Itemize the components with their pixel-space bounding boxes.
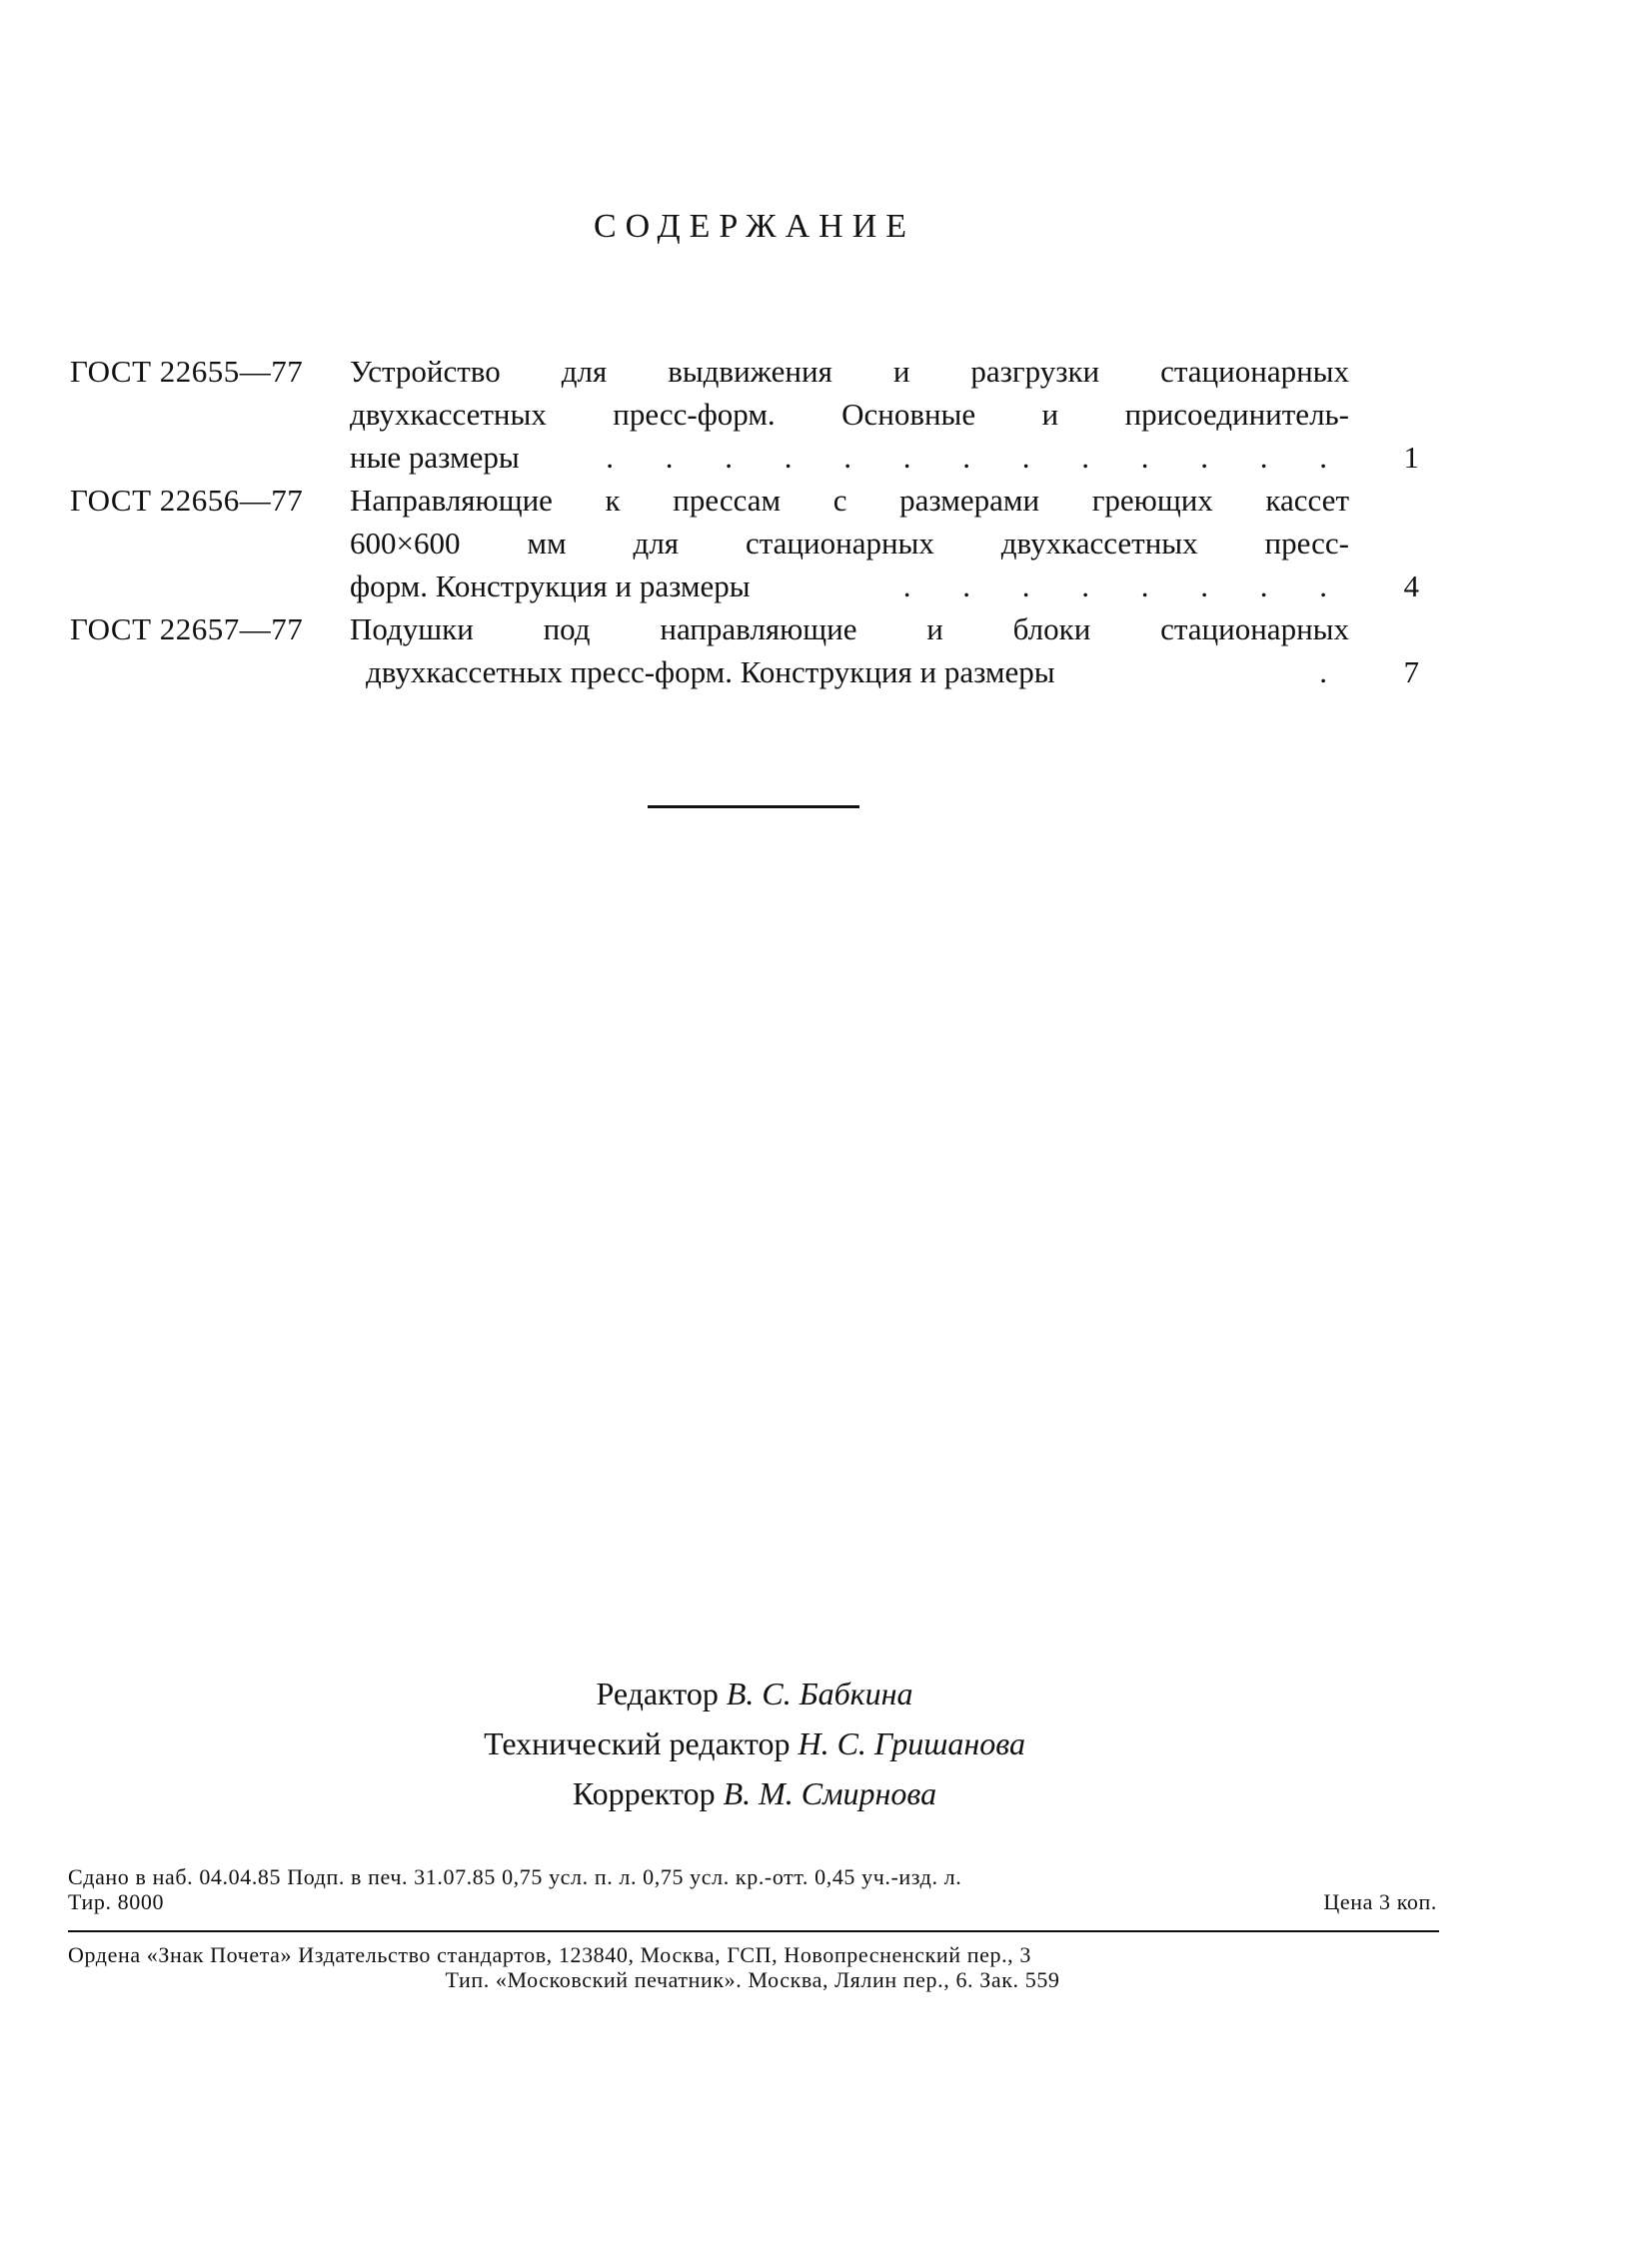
toc-leader-dots: . . . . . . . .	[902, 568, 1349, 603]
credit-role: Редактор	[596, 1676, 719, 1711]
toc-entry-title-line: двухкассетных пресс-форм. Конструкция и размеры	[366, 654, 1055, 689]
print-details	[68, 1864, 1437, 1914]
table-of-contents	[70, 350, 1419, 693]
publisher-imprint	[68, 1942, 1437, 1992]
toc-entry-title-line: форм. Конструкция и размеры	[350, 568, 751, 603]
toc-leader-dots: .	[1319, 654, 1349, 689]
credit-name: В. М. Смирнова	[723, 1775, 937, 1811]
section-divider	[648, 805, 859, 808]
print-details-line: Сдано в наб. 04.04.85 Подп. в печ. 31.07.85 0,75 усл. п. л. 0,75 усл. кр.-отт. 0,45 уч.-изд. л.	[68, 1864, 962, 1889]
credit-editor	[0, 1669, 1509, 1718]
toc-page-number: 7	[1403, 654, 1419, 689]
publisher-line: Ордена «Знак Почета» Издательство стандартов, 123840, Москва, ГСП, Новопресненский пер., 3	[68, 1942, 1031, 1967]
credit-proofreader	[0, 1768, 1509, 1818]
toc-entry-gost-22655[interactable]	[70, 350, 1419, 479]
print-run: Тир. 8000	[68, 1889, 165, 1914]
toc-page-number: 1	[1403, 440, 1419, 475]
credit-name: Н. С. Гришанова	[798, 1725, 1025, 1761]
printer-line: Тип. «Московский печатник». Москва, Лялин пер., 6. Зак. 559	[445, 1967, 1060, 1992]
toc-entry-code: ГОСТ 22656—77	[70, 483, 304, 518]
toc-entry-code: ГОСТ 22655—77	[70, 354, 304, 389]
toc-entry-gost-22657[interactable]	[70, 607, 1419, 693]
page-title: СОДЕРЖАНИЕ	[593, 208, 916, 245]
toc-entry-code: ГОСТ 22657—77	[70, 611, 304, 646]
toc-entry-title-line: Направляющие к прессам с размерами греющих кассет	[350, 483, 1349, 518]
toc-entry-title-line: ные размеры	[350, 440, 520, 475]
credit-role: Корректор	[572, 1775, 716, 1811]
credits	[0, 1669, 1509, 1818]
imprint-divider	[68, 1930, 1439, 1932]
credit-technical-editor	[0, 1718, 1509, 1768]
toc-entry-gost-22656[interactable]	[70, 479, 1419, 607]
price: Цена 3 коп.	[1323, 1889, 1437, 1914]
credit-role: Технический редактор	[484, 1725, 791, 1761]
toc-entry-title-line: 600×600 мм для стационарных двухкассетных пресс-	[350, 526, 1349, 561]
toc-leader-dots: . . . . . . . . . . . . .	[606, 440, 1349, 475]
credit-name: В. С. Бабкина	[726, 1676, 913, 1711]
toc-page-number: 4	[1403, 568, 1419, 603]
toc-entry-title-line: двухкассетных пресс-форм. Основные и присоединитель-	[350, 397, 1349, 432]
toc-entry-title-line: Устройство для выдвижения и разгрузки стационарных	[350, 354, 1349, 389]
toc-entry-title-line: Подушки под направляющие и блоки стационарных	[350, 611, 1349, 646]
